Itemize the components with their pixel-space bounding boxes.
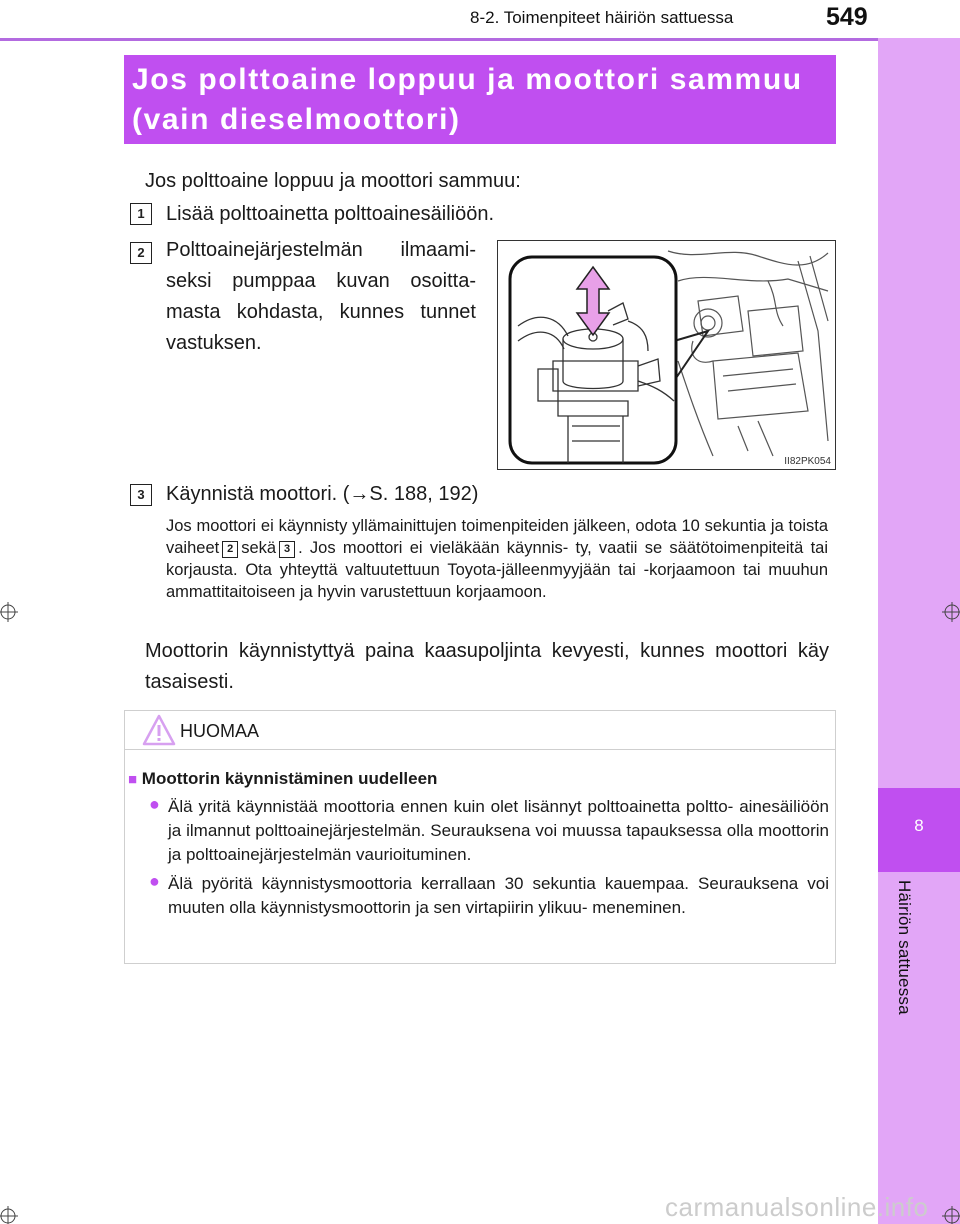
step-2-line-4: vastuksen.: [166, 332, 262, 354]
notice-subheading-text: Moottorin käynnistäminen uudelleen: [141, 769, 438, 788]
intro-text: Jos polttoaine loppuu ja moottori sammuu:: [145, 170, 521, 192]
note-part-1: Jos moottori ei käynnisty yllämainittujen toimenpiteiden jälkeen, odota 10 sekuntia ja toista vaiheet: [166, 517, 828, 557]
circle-bullet-icon: ●: [149, 871, 160, 891]
step-1-text: Lisää polttoainetta polttoainesäiliöön.: [166, 203, 495, 225]
step-ref-2: 2: [222, 541, 238, 558]
chapter-number: 8: [914, 816, 924, 835]
step-3-text: Käynnistä moottori. (→S. 188, 192): [166, 483, 479, 505]
watermark: carmanualsonline.info: [665, 1192, 929, 1222]
notice-heading: HUOMAA: [180, 721, 260, 741]
running-header: 8-2. Toimenpiteet häiriön sattuessa: [470, 8, 734, 27]
step-ref-3: 3: [279, 541, 295, 558]
step-number-3: 3: [130, 484, 152, 506]
step-number-1: 1: [130, 203, 152, 225]
page-number: 549: [826, 3, 868, 31]
step-2-line-3: masta kohdasta, kunnes tunnet: [166, 301, 476, 323]
final-instruction: Moottorin käynnistyttyä paina kaasupoljinta kevyesti, kunnes moottori käy tasaisesti.: [145, 640, 829, 693]
step-2-line-1: Polttoainejärjestelmän ilmaami-: [166, 239, 476, 261]
step-number-2: 2: [130, 242, 152, 264]
image-code: II82PK054: [784, 456, 831, 467]
step-2-line-2: seksi pumppaa kuvan osoitta-: [166, 270, 476, 292]
notice-item-1-text: Älä yritä käynnistää moottoria ennen kuin olet lisännyt polttoainetta poltto- ainesäiliöön ja ilmannut polttoainejärjestelmän. Seurauksena voi muussa tapauksessa olla moottorin ja polttoainejärjestelmän vaurioituminen.: [168, 797, 829, 864]
note-part-2: . Jos moottori ei vieläkään käynnis- ty, vaatii se säätötoimenpiteitä tai korjausta. Ota yhteyttä valtuutettuun Toyota-jälleenmyyjään tai -korjaamoon tai muuhun ammattitaitoiseen ja hyvin varustettuun korjaamoon.: [166, 539, 828, 601]
notice-item-2-text: Älä pyöritä käynnistysmoottoria kerrallaan 30 sekuntia kauempaa. Seurauksena voi muuten olla käynnistysmoottorin ja sen virtapiirin ylikuu- meneminen.: [168, 874, 829, 917]
circle-bullet-icon: ●: [149, 794, 160, 814]
note-and: sekä: [241, 539, 277, 557]
square-bullet-icon: ■: [128, 771, 138, 788]
chapter-title: Häiriön sattuessa: [895, 880, 914, 1015]
section-title: Jos polttoaine loppuu ja moottori sammuu (vain dieselmoottori): [132, 63, 803, 136]
